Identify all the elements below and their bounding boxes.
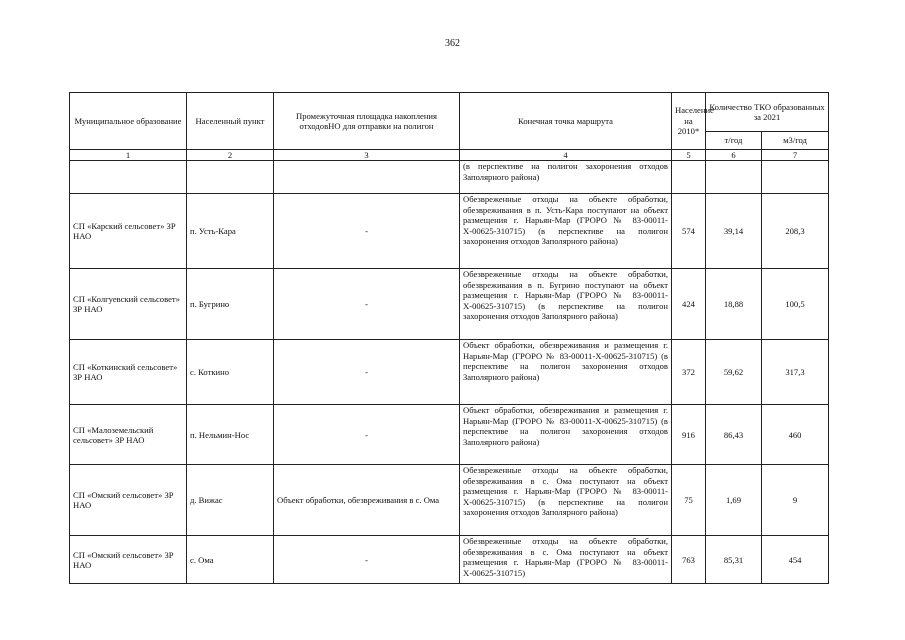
tons-cell bbox=[706, 161, 762, 194]
settlement-cell: п. Усть-Кара bbox=[187, 194, 274, 269]
table-row bbox=[70, 405, 829, 465]
municipality-cell: СП «Карский сельсовет» ЗР НАО bbox=[70, 194, 187, 269]
tons-cell: 39,14 bbox=[706, 194, 762, 269]
table-row bbox=[70, 340, 829, 405]
page-number: 362 bbox=[445, 38, 460, 49]
volume-cell: 454 bbox=[762, 536, 829, 584]
tons-cell: 86,43 bbox=[706, 405, 762, 465]
header-tko-quantity: Количество ТКО образованных за 2021 bbox=[706, 93, 829, 132]
column-number: 1 bbox=[70, 150, 187, 161]
column-number: 6 bbox=[706, 150, 762, 161]
header-municipality: Муниципальное образование bbox=[70, 93, 187, 150]
settlement-cell: п. Бугрино bbox=[187, 269, 274, 340]
site-cell bbox=[274, 161, 460, 194]
site-cell: - bbox=[274, 194, 460, 269]
volume-cell: 100,5 bbox=[762, 269, 829, 340]
route-cell: (в перспективе на полигон захоронения отходов Заполярного района) bbox=[460, 161, 672, 194]
route-cell: Обезвреженные отходы на объекте обработки, обезвреживания в с. Ома поступают на объект размещения г. Нарьян-Мар (ГРОРО № 83-00011-Х-00625-310715) bbox=[460, 536, 672, 584]
tons-cell: 59,62 bbox=[706, 340, 762, 405]
table-row bbox=[70, 536, 829, 584]
column-number: 4 bbox=[460, 150, 672, 161]
municipality-cell bbox=[70, 161, 187, 194]
table-row bbox=[70, 465, 829, 536]
column-number: 2 bbox=[187, 150, 274, 161]
volume-cell: 9 bbox=[762, 465, 829, 536]
municipality-cell: СП «Омский сельсовет» ЗР НАО bbox=[70, 536, 187, 584]
population-cell: 424 bbox=[672, 269, 706, 340]
header-row bbox=[70, 93, 829, 132]
municipality-cell: СП «Омский сельсовет» ЗР НАО bbox=[70, 465, 187, 536]
population-cell: 372 bbox=[672, 340, 706, 405]
site-cell: - bbox=[274, 536, 460, 584]
route-cell: Обезвреженные отходы на объекте обработки, обезвреживания в с. Ома поступают на объект размещения г. Нарьян-Мар (ГРОРО № 83-00011-Х-00625-310715) (в перспективе на полигон захоронения отходов Заполярного района) bbox=[460, 465, 672, 536]
column-number: 3 bbox=[274, 150, 460, 161]
header-route: Конечная точка маршрута bbox=[460, 93, 672, 150]
tons-cell: 18,88 bbox=[706, 269, 762, 340]
header-tons: т/год bbox=[706, 132, 762, 150]
column-number-row bbox=[70, 150, 829, 161]
column-number: 7 bbox=[762, 150, 829, 161]
table-row bbox=[70, 194, 829, 269]
population-cell: 763 bbox=[672, 536, 706, 584]
site-cell: - bbox=[274, 269, 460, 340]
volume-cell: 317,3 bbox=[762, 340, 829, 405]
volume-cell bbox=[762, 161, 829, 194]
tons-cell: 85,31 bbox=[706, 536, 762, 584]
volume-cell: 208,3 bbox=[762, 194, 829, 269]
route-cell: Объект обработки, обезвреживания и размещения г. Нарьян-Мар (ГРОРО № 83-00011-Х-00625-310715) (в перспективе на полигон захоронения отходов Заполярного района) bbox=[460, 405, 672, 465]
settlement-cell: п. Нельмин-Нос bbox=[187, 405, 274, 465]
route-cell: Обезвреженные отходы на объекте обработки, обезвреживания в п. Бугрино поступают на объект размещения г. Нарьян-Мар (ГРОРО № 83-00011-Х-00625-310715) (в перспективе на полигон захоронения отходов Заполярного района) bbox=[460, 269, 672, 340]
table-row bbox=[70, 161, 829, 194]
settlement-cell: д. Вижас bbox=[187, 465, 274, 536]
site-cell: - bbox=[274, 405, 460, 465]
site-cell: - bbox=[274, 340, 460, 405]
route-cell: Объект обработки, обезвреживания и размещения г. Нарьян-Мар (ГРОРО № 83-00011-Х-00625-310715) (в перспективе на полигон захоронения отходов Заполярного района) bbox=[460, 340, 672, 405]
header-settlement: Населенный пункт bbox=[187, 93, 274, 150]
tons-cell: 1,69 bbox=[706, 465, 762, 536]
population-cell: 75 bbox=[672, 465, 706, 536]
settlement-cell bbox=[187, 161, 274, 194]
table-row bbox=[70, 269, 829, 340]
population-cell: 574 bbox=[672, 194, 706, 269]
column-number: 5 bbox=[672, 150, 706, 161]
settlement-cell: с. Ома bbox=[187, 536, 274, 584]
waste-routes-table bbox=[69, 92, 829, 584]
population-cell bbox=[672, 161, 706, 194]
municipality-cell: СП «Коткинский сельсовет» ЗР НАО bbox=[70, 340, 187, 405]
population-cell: 916 bbox=[672, 405, 706, 465]
header-site: Промежуточная площадка накопления отходовНО для отправки на полигон bbox=[274, 93, 460, 150]
header-population: Население на 2010* bbox=[672, 93, 706, 150]
settlement-cell: с. Коткино bbox=[187, 340, 274, 405]
municipality-cell: СП «Малоземельский сельсовет» ЗР НАО bbox=[70, 405, 187, 465]
header-volume: м3/год bbox=[762, 132, 829, 150]
volume-cell: 460 bbox=[762, 405, 829, 465]
site-cell: Объект обработки, обезвреживания в с. Ома bbox=[274, 465, 460, 536]
route-cell: Обезвреженные отходы на объекте обработки, обезвреживания в п. Усть-Кара поступают на объект размещения г. Нарьян-Мар (ГРОРО № 83-00011-Х-00625-310715) (в перспективе на полигон захоронения отходов Заполярного района) bbox=[460, 194, 672, 269]
municipality-cell: СП «Колгуевский сельсовет» ЗР НАО bbox=[70, 269, 187, 340]
